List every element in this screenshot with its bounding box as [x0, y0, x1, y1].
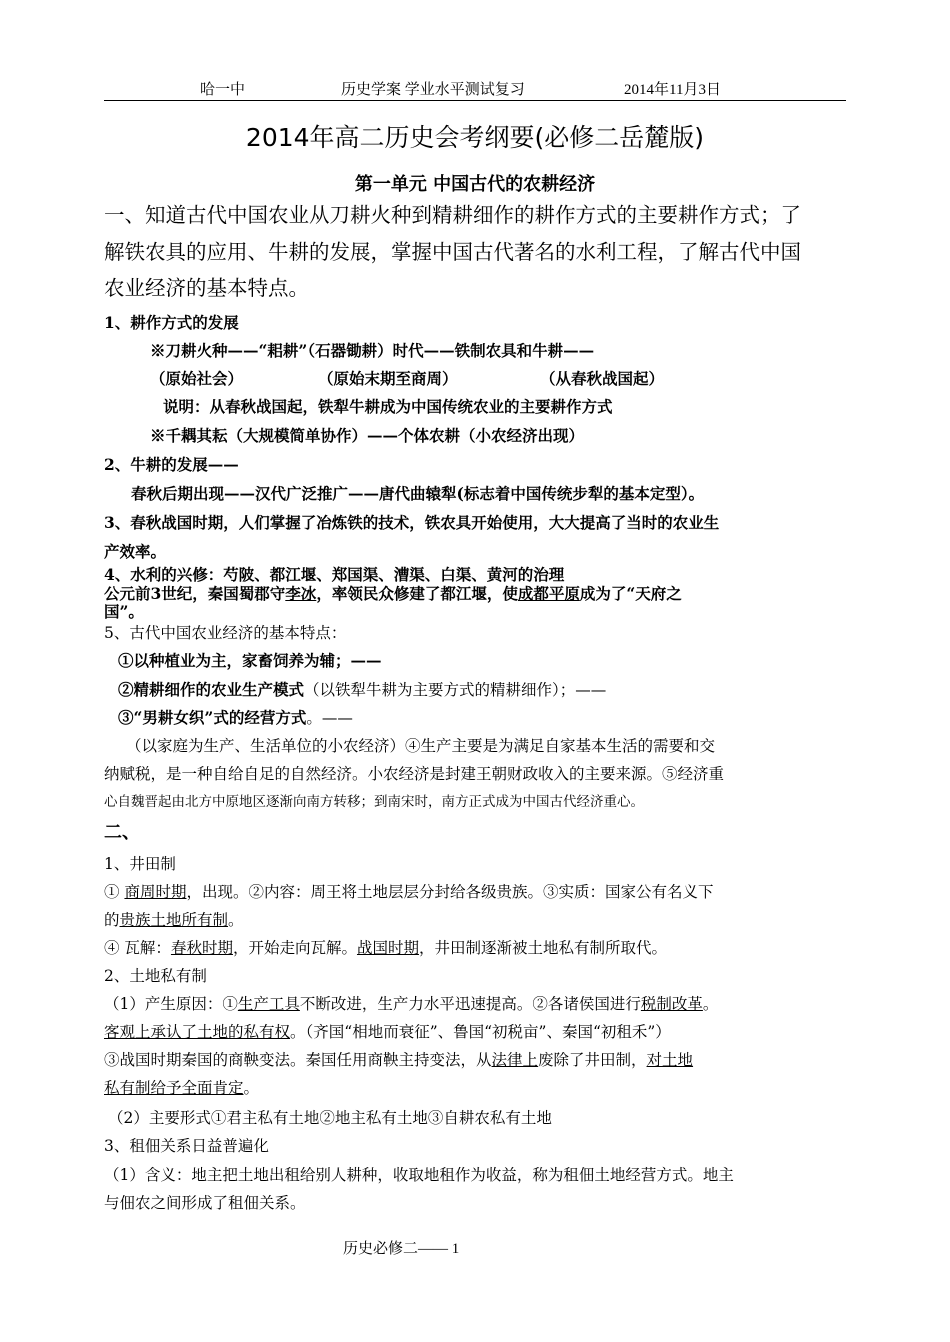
p2-title: 2、牛耕的发展——: [104, 455, 239, 474]
t2-line1a: （1）产生原因：①: [104, 995, 238, 1013]
t1-line3: [104, 939, 667, 958]
p2-line1: 春秋后期出现——汉代广泛推广——唐代曲辕犁(标志着中国传统步犁的基本定型）。: [131, 484, 705, 503]
p5-detail-line3: 心自魏晋起由北方中原地区逐渐向南方转移；到南宋时，南方正式成为中国古代经济重心。: [104, 794, 644, 810]
p1-line2c: （从春秋战国起）: [540, 369, 665, 388]
t2-tools: 生产工具: [237, 995, 300, 1013]
t1-line2: [104, 911, 244, 930]
p5-point-b: [118, 680, 606, 700]
p1-line2a: （原始社会）: [150, 369, 244, 388]
p5-point-c1: ③“男耕女织”式的经营方式: [118, 708, 307, 727]
p4-line2c: ，率领民众修建了都江堰，使: [316, 584, 518, 603]
t1-title: 1、井田制: [104, 855, 176, 873]
section1-heading-line2: 解铁农具的应用、牛耕的发展，掌握中国古代著名的水利工程，了解古代中国: [104, 240, 801, 264]
t1-noble-ownership: 贵族土地所有制: [119, 911, 229, 929]
t2-private-right: 客观上承认了土地的私有权: [104, 1023, 291, 1041]
p4-line2: [104, 585, 682, 604]
t2-line2b: 。（齐国“相地而衰征”、鲁国“初税亩”、秦国“初租禾”）: [290, 1023, 671, 1041]
section2-heading: 二、: [104, 822, 140, 843]
t1-shang-zhou: 商周时期: [124, 883, 187, 901]
t2-line5: （2）主要形式①君主私有土地②地主私有土地③自耕农私有土地: [108, 1109, 552, 1127]
t1-line1a: ①: [104, 883, 125, 901]
p5-title: 5、古代中国农业经济的基本特点：: [104, 624, 347, 642]
p4-line2e: 成为了“天府之: [579, 584, 682, 603]
document-title: 2014年高二历史会考纲要(必修二岳麓版): [245, 123, 705, 152]
unit-title: 第一单元 中国古代的农耕经济: [354, 174, 596, 195]
t2-full-affirm: 私有制给予全面肯定: [104, 1079, 244, 1097]
p4-chengdu-plain: 成都平原: [517, 584, 580, 603]
p5-point-a: ①以种植业为主，家畜饲养为辅；——: [118, 651, 382, 670]
t1-line2c: 。: [228, 911, 244, 929]
t2-line1c: 不断改进，生产力水平迅速提高。②各诸侯国进行: [299, 995, 641, 1013]
t1-line1c: ，出现。②内容：周王将土地层层分封给各级贵族。③实质：国家公有名义下: [186, 883, 714, 901]
p4-li-bing: 李冰: [285, 584, 317, 603]
p4-line2a: 公元前3世纪，秦国蜀郡守: [104, 584, 286, 603]
p1-line2b: （原始末期至商周）: [318, 369, 458, 388]
t2-land-private: 对土地: [646, 1051, 694, 1069]
page-header: [104, 76, 846, 101]
t3-line1: （1）含义：地主把土地出租给别人耕种，收取地租作为收益，称为租佃土地经营方式。地主: [104, 1166, 734, 1184]
t2-line1e: 。: [702, 995, 719, 1013]
p1-line3: 说明：从春秋战国起，铁犁牛耕成为中国传统农业的主要耕作方式: [163, 397, 613, 416]
t1-line3a: ④ 瓦解：: [104, 939, 171, 957]
p5-point-b2: （以铁犁牛耕为主要方式的精耕细作）；——: [304, 681, 607, 699]
t1-warring-states: 战国时期: [356, 939, 419, 957]
p1-line1: ※刀耕火种——“耜耕”（石器锄耕）时代——铁制农具和牛耕——: [150, 341, 595, 360]
p5-point-c: [118, 708, 353, 728]
header-date: 2014年11月3日: [624, 82, 721, 98]
t1-line3e: ，井田制逐渐被土地私有制所取代。: [418, 939, 667, 957]
t2-by-law: 法律上: [491, 1051, 539, 1069]
t3-line2: 与佃农之间形成了租佃关系。: [104, 1194, 306, 1212]
header-school: 哈一中: [200, 82, 246, 98]
p5-point-c2: 。——: [306, 709, 353, 727]
p3-line2: 产效率。: [104, 542, 167, 561]
t2-tax-reform: 税制改革: [640, 995, 703, 1013]
t2-line4b: 。: [243, 1079, 260, 1097]
section1-heading-line3: 农业经济的基本特点。: [104, 276, 309, 300]
t3-title: 3、租佃关系日益普遍化: [104, 1137, 269, 1155]
t2-line3: [104, 1051, 693, 1070]
p4-line1: 4、水利的兴修：芍陂、都江堰、郑国渠、漕渠、白渠、黄河的治理: [104, 565, 565, 584]
t2-title: 2、土地私有制: [104, 967, 207, 985]
page-footer: 历史必修二—— 1: [343, 1241, 460, 1257]
t1-line2a: 的: [104, 911, 120, 929]
t2-line3a: ③战国时期秦国的商鞅变法。秦国任用商鞅主持变法，从: [104, 1051, 492, 1069]
p5-detail-line1: （以家庭为生产、生活单位的小农经济）④生产主要是为满足自家基本生活的需要和交: [126, 737, 716, 755]
t1-spring-autumn: 春秋时期: [170, 939, 233, 957]
section1-heading-line1: 一、知道古代中国农业从刀耕火种到精耕细作的耕作方式的主要耕作方式；了: [104, 203, 801, 227]
p1-line4: ※千耦其耘（大规模简单协作）——个体农耕（小农经济出现）: [150, 426, 585, 445]
t2-line2: [104, 1023, 671, 1042]
t1-line1: [104, 883, 713, 902]
t1-line3c: ，开始走向瓦解。: [232, 939, 357, 957]
p3-line1: 3、春秋战国时期，人们掌握了冶炼铁的技术，铁农具开始使用，大大提高了当时的农业生: [104, 513, 720, 532]
p4-line3: 国”。: [104, 602, 144, 621]
p5-detail-line2: 纳赋税，是一种自给自足的自然经济。小农经济是封建王朝财政收入的主要来源。⑤经济重: [104, 765, 725, 783]
p1-title: 1、耕作方式的发展: [104, 313, 239, 332]
t2-line1: [104, 995, 718, 1014]
t2-line3c: 废除了井田制，: [538, 1051, 647, 1069]
header-subject: 历史学案 学业水平测试复习: [341, 82, 525, 98]
p5-point-b1: ②精耕细作的农业生产模式: [118, 680, 305, 699]
t2-line4: [104, 1079, 259, 1098]
